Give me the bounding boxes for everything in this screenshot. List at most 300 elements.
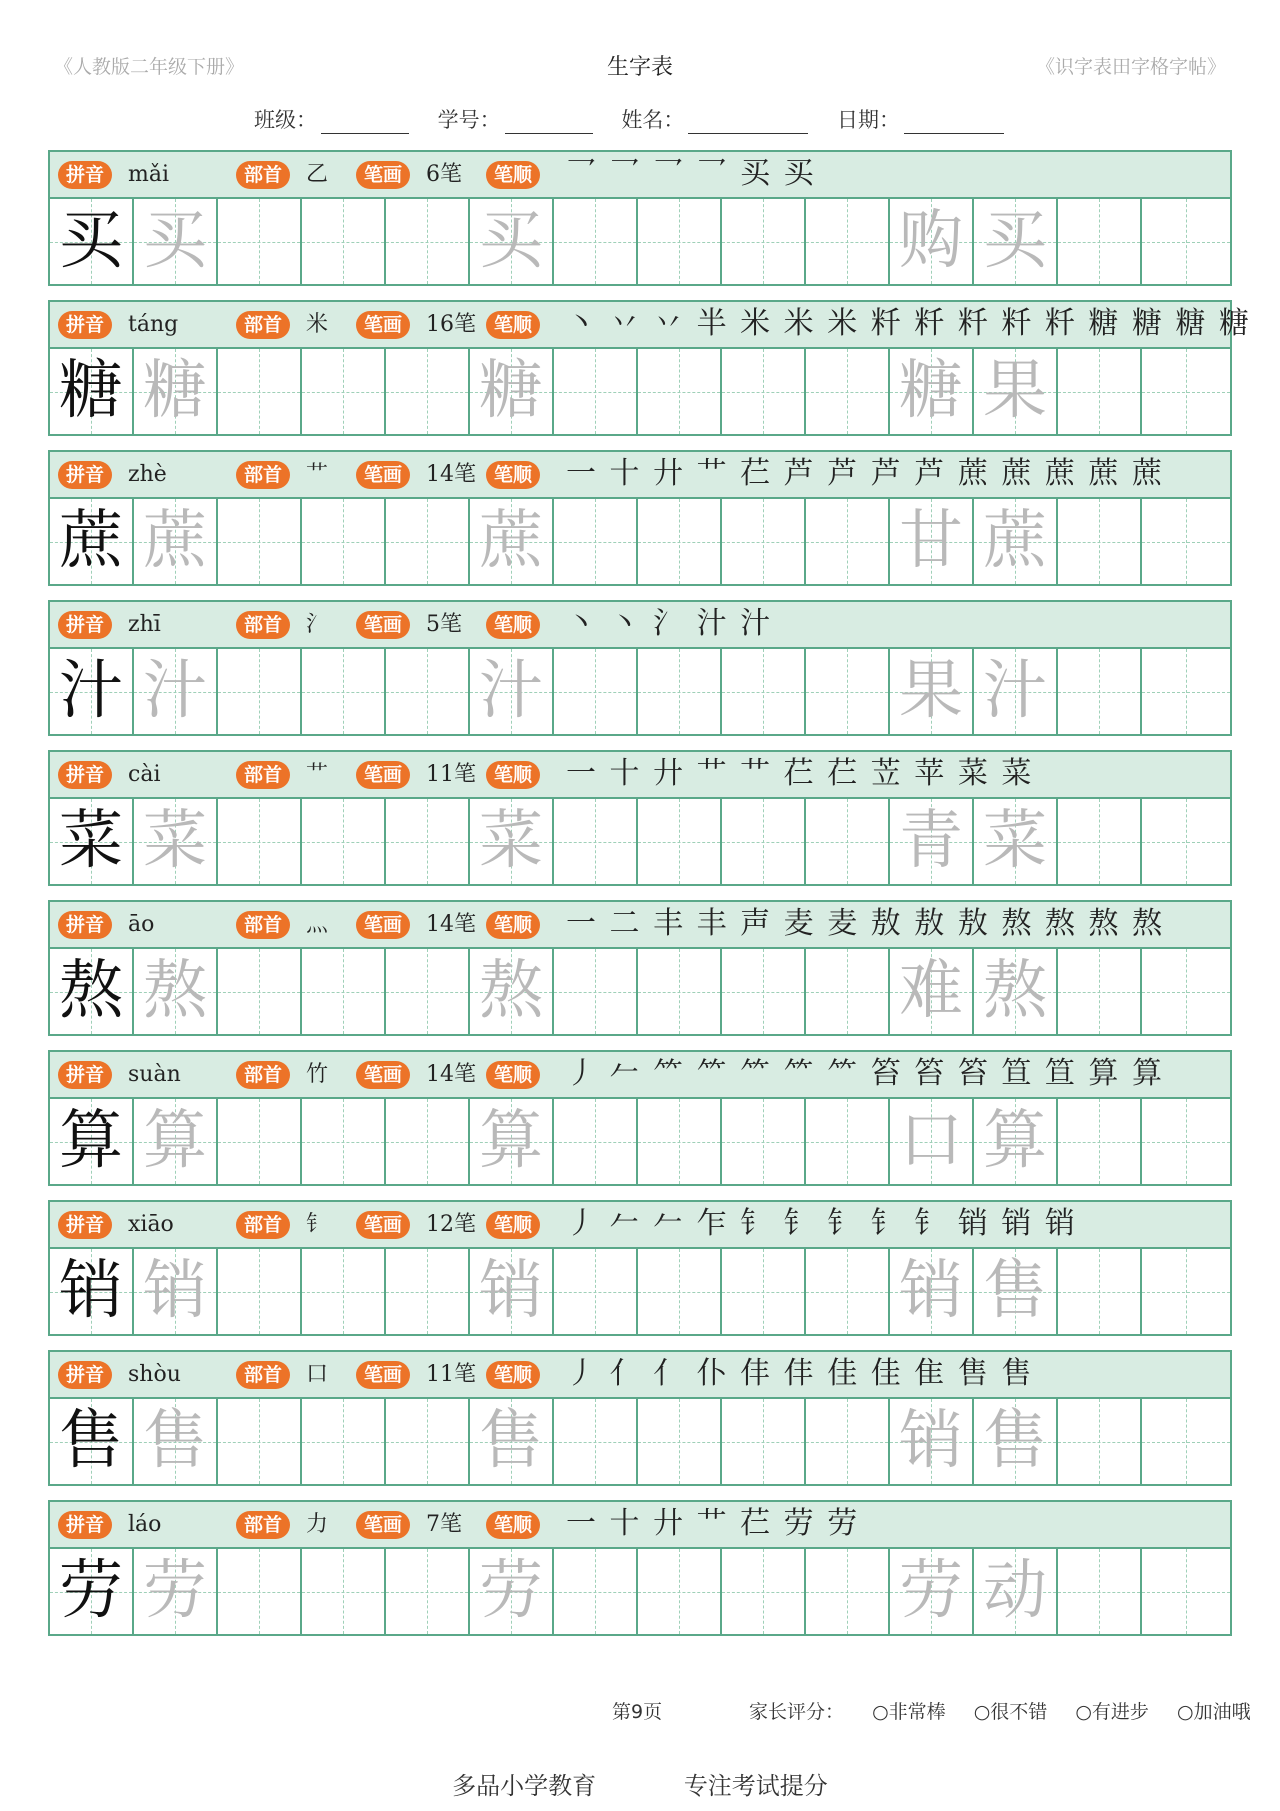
practice-cell[interactable] — [386, 499, 470, 584]
practice-cell[interactable] — [50, 649, 134, 734]
stroke-order-sequence: 乛 乛 乛 乛 买 买 — [566, 156, 816, 191]
practice-cell[interactable] — [1142, 1099, 1230, 1184]
char-info-bar — [50, 152, 1230, 199]
name-blank[interactable] — [688, 115, 808, 134]
practice-cell[interactable] — [134, 949, 218, 1034]
trace-char: 汁 — [479, 654, 543, 728]
practice-cell[interactable] — [638, 649, 722, 734]
stroke-count-value: 14笔 — [426, 462, 476, 487]
char-block — [48, 300, 1252, 436]
practice-cell[interactable] — [1142, 1249, 1230, 1334]
practice-cell[interactable] — [386, 1249, 470, 1334]
practice-cell[interactable] — [974, 649, 1058, 734]
practice-cell[interactable] — [470, 1399, 554, 1484]
word-char: 销 — [899, 1254, 963, 1328]
radical-tag: 部首 — [236, 1211, 290, 1239]
practice-cell[interactable] — [974, 499, 1058, 584]
trace-char: 买 — [143, 204, 207, 278]
practice-cell[interactable] — [806, 349, 890, 434]
radical-tag: 部首 — [236, 311, 290, 339]
char-block — [48, 1500, 1232, 1636]
radical-value: 口 — [306, 1362, 329, 1387]
main-char: 劳 — [59, 1554, 123, 1628]
practice-cell[interactable] — [890, 949, 974, 1034]
practice-cell[interactable] — [50, 349, 134, 434]
stroke-count-value: 14笔 — [426, 912, 476, 937]
practice-cell[interactable] — [722, 1099, 806, 1184]
practice-cell[interactable] — [890, 649, 974, 734]
stroke-count-value: 5笔 — [426, 612, 462, 637]
practice-cell[interactable] — [806, 1099, 890, 1184]
pinyin-tag: 拼音 — [58, 1511, 112, 1539]
trace-char: 销 — [479, 1254, 543, 1328]
practice-cell[interactable] — [806, 499, 890, 584]
stroke-count-tag: 笔画 — [356, 1511, 410, 1539]
practice-cell[interactable] — [134, 499, 218, 584]
practice-cell[interactable] — [302, 649, 386, 734]
practice-cell[interactable] — [974, 1249, 1058, 1334]
practice-cell[interactable] — [386, 1399, 470, 1484]
practice-cell[interactable] — [1058, 799, 1142, 884]
practice-cell[interactable] — [1142, 949, 1230, 1034]
practice-cell[interactable] — [1058, 1549, 1142, 1634]
word-char: 劳 — [899, 1554, 963, 1628]
word-char: 汁 — [983, 654, 1047, 728]
practice-cell[interactable] — [722, 949, 806, 1034]
pinyin-tag: 拼音 — [58, 911, 112, 939]
practice-cell[interactable] — [218, 649, 302, 734]
stroke-order-sequence: 丶 丷 丷 半 米 米 米 粁 粁 粁 粁 粁 糖 糖 糖 糖 — [566, 306, 1252, 341]
stroke-order-tag: 笔顺 — [486, 311, 540, 339]
word-char: 买 — [983, 204, 1047, 278]
stroke-order-tag: 笔顺 — [486, 161, 540, 189]
practice-cell[interactable] — [50, 199, 134, 284]
pinyin-tag: 拼音 — [58, 161, 112, 189]
char-block — [48, 150, 1232, 286]
practice-cell[interactable] — [218, 799, 302, 884]
stroke-order-sequence: 一 二 丰 丰 声 麦 麦 敖 敖 敖 熬 熬 熬 熬 — [566, 906, 1164, 941]
student-info-row — [0, 104, 1280, 134]
practice-cell[interactable] — [638, 1399, 722, 1484]
trace-char: 蔗 — [143, 504, 207, 578]
score-label: 家长评分： — [749, 1701, 845, 1723]
name-label: 姓名： — [621, 108, 685, 132]
trace-char: 算 — [479, 1104, 543, 1178]
practice-cell[interactable] — [470, 1099, 554, 1184]
radical-value: 艹 — [306, 762, 329, 787]
class-blank[interactable] — [321, 115, 409, 134]
practice-cell[interactable] — [722, 1399, 806, 1484]
tianzige-grid — [50, 1399, 1230, 1484]
radical-tag: 部首 — [236, 1361, 290, 1389]
practice-cell[interactable] — [806, 799, 890, 884]
stroke-count-tag: 笔画 — [356, 911, 410, 939]
radical-tag: 部首 — [236, 1511, 290, 1539]
pinyin-value: suàn — [128, 1062, 181, 1087]
practice-cell[interactable] — [638, 499, 722, 584]
practice-cell[interactable] — [890, 1399, 974, 1484]
practice-cell[interactable] — [722, 499, 806, 584]
practice-cell[interactable] — [554, 1399, 638, 1484]
practice-cell[interactable] — [386, 1549, 470, 1634]
score-option-good[interactable]: ○很不错 — [973, 1701, 1048, 1723]
practice-cell[interactable] — [302, 799, 386, 884]
practice-cell[interactable] — [302, 1399, 386, 1484]
word-char: 售 — [983, 1404, 1047, 1478]
word-char: 果 — [983, 354, 1047, 428]
pinyin-tag: 拼音 — [58, 761, 112, 789]
word-char: 销 — [899, 1404, 963, 1478]
trace-char: 算 — [143, 1104, 207, 1178]
practice-cell[interactable] — [302, 949, 386, 1034]
char-info-bar — [50, 752, 1230, 799]
char-block — [48, 1200, 1232, 1336]
radical-value: 竹 — [306, 1062, 329, 1087]
pinyin-tag: 拼音 — [58, 311, 112, 339]
radical-tag: 部首 — [236, 1061, 290, 1089]
practice-cell[interactable] — [50, 1099, 134, 1184]
practice-cell[interactable] — [554, 1549, 638, 1634]
word-char: 菜 — [983, 804, 1047, 878]
practice-cell[interactable] — [554, 649, 638, 734]
practice-cell[interactable] — [1058, 199, 1142, 284]
practice-cell[interactable] — [974, 1099, 1058, 1184]
pinyin-tag: 拼音 — [58, 611, 112, 639]
practice-cell[interactable] — [1058, 1099, 1142, 1184]
stroke-order-sequence: 丿 𠂉 𠂉 乍 钅 钅 钅 钅 钅 销 销 销 — [566, 1206, 1077, 1241]
pinyin-value: āo — [128, 912, 155, 937]
radical-value: 灬 — [306, 912, 329, 937]
main-char: 糖 — [59, 354, 123, 428]
practice-cell[interactable] — [806, 199, 890, 284]
practice-cell[interactable] — [134, 1249, 218, 1334]
trace-char: 熬 — [143, 954, 207, 1028]
practice-cell[interactable] — [974, 349, 1058, 434]
practice-cell[interactable] — [974, 949, 1058, 1034]
radical-value: 乙 — [306, 162, 329, 187]
practice-cell[interactable] — [134, 649, 218, 734]
tianzige-grid — [50, 499, 1230, 584]
trace-char: 汁 — [143, 654, 207, 728]
practice-cell[interactable] — [1058, 349, 1142, 434]
tianzige-grid — [50, 199, 1230, 284]
practice-cell[interactable] — [554, 199, 638, 284]
practice-cell[interactable] — [470, 799, 554, 884]
practice-cell[interactable] — [890, 199, 974, 284]
word-char: 蔗 — [983, 504, 1047, 578]
practice-cell[interactable] — [386, 199, 470, 284]
practice-cell[interactable] — [218, 1249, 302, 1334]
page-title: 生字表 — [606, 55, 673, 80]
practice-cell[interactable] — [722, 349, 806, 434]
stroke-order-tag: 笔顺 — [486, 1061, 540, 1089]
book-title: 《人教版二年级下册》 — [54, 56, 245, 78]
tianzige-grid — [50, 949, 1230, 1034]
stroke-count-tag: 笔画 — [356, 1361, 410, 1389]
char-info-bar — [50, 1502, 1230, 1549]
practice-cell[interactable] — [218, 1549, 302, 1634]
trace-char: 售 — [479, 1404, 543, 1478]
practice-cell[interactable] — [218, 949, 302, 1034]
char-block — [48, 750, 1232, 886]
practice-cell[interactable] — [470, 649, 554, 734]
practice-cell[interactable] — [722, 1249, 806, 1334]
char-block — [48, 900, 1232, 1036]
practice-cell[interactable] — [806, 1399, 890, 1484]
score-option-keep-going[interactable]: ○加油哦 — [1176, 1701, 1251, 1723]
word-char: 甘 — [899, 504, 963, 578]
tianzige-grid — [50, 1549, 1230, 1634]
stroke-count-value: 11笔 — [426, 1362, 476, 1387]
practice-cell[interactable] — [134, 799, 218, 884]
date-blank[interactable] — [904, 115, 1004, 134]
stroke-order-tag: 笔顺 — [486, 761, 540, 789]
practice-cell[interactable] — [890, 349, 974, 434]
practice-cell[interactable] — [470, 1549, 554, 1634]
practice-cell[interactable] — [302, 1549, 386, 1634]
radical-tag: 部首 — [236, 911, 290, 939]
pinyin-value: cài — [128, 762, 161, 787]
trace-char: 糖 — [479, 354, 543, 428]
student-id-label: 学号： — [437, 108, 501, 132]
practice-cell[interactable] — [1142, 1399, 1230, 1484]
practice-cell[interactable] — [638, 799, 722, 884]
practice-cell[interactable] — [386, 349, 470, 434]
trace-char: 买 — [479, 204, 543, 278]
practice-cell[interactable] — [1058, 1249, 1142, 1334]
stroke-order-tag: 笔顺 — [486, 911, 540, 939]
word-char: 糖 — [899, 354, 963, 428]
practice-cell[interactable] — [554, 1249, 638, 1334]
stroke-count-value: 16笔 — [426, 312, 476, 337]
word-char: 售 — [983, 1254, 1047, 1328]
practice-cell[interactable] — [1142, 199, 1230, 284]
stroke-order-tag: 笔顺 — [486, 461, 540, 489]
word-char: 青 — [899, 804, 963, 878]
word-char: 口 — [899, 1104, 963, 1178]
char-block — [48, 1350, 1232, 1486]
radical-tag: 部首 — [236, 161, 290, 189]
practice-cell[interactable] — [50, 1249, 134, 1334]
practice-cell[interactable] — [974, 799, 1058, 884]
practice-cell[interactable] — [890, 799, 974, 884]
practice-cell[interactable] — [722, 799, 806, 884]
practice-cell[interactable] — [806, 1249, 890, 1334]
practice-cell[interactable] — [638, 1549, 722, 1634]
radical-tag: 部首 — [236, 611, 290, 639]
practice-cell[interactable] — [134, 199, 218, 284]
pinyin-tag: 拼音 — [58, 461, 112, 489]
practice-cell[interactable] — [302, 349, 386, 434]
pinyin-value: láo — [128, 1512, 162, 1537]
char-info-bar — [50, 452, 1230, 499]
practice-cell[interactable] — [638, 1099, 722, 1184]
trace-char: 糖 — [143, 354, 207, 428]
page-number: 第9页 — [612, 1701, 663, 1723]
practice-cell[interactable] — [386, 1099, 470, 1184]
brand-name: 多品小学教育 — [452, 1772, 597, 1800]
stroke-order-sequence: 一 十 廾 艹 芢 劳 劳 — [566, 1506, 860, 1541]
practice-cell[interactable] — [1142, 799, 1230, 884]
practice-cell[interactable] — [554, 349, 638, 434]
trace-char: 劳 — [479, 1554, 543, 1628]
practice-cell[interactable] — [890, 1099, 974, 1184]
word-char: 熬 — [983, 954, 1047, 1028]
practice-cell[interactable] — [218, 499, 302, 584]
pinyin-tag: 拼音 — [58, 1061, 112, 1089]
pinyin-tag: 拼音 — [58, 1211, 112, 1239]
stroke-order-tag: 笔顺 — [486, 1511, 540, 1539]
practice-cell[interactable] — [386, 949, 470, 1034]
char-info-bar — [50, 302, 1252, 349]
tianzige-grid — [50, 1099, 1230, 1184]
practice-cell[interactable] — [722, 649, 806, 734]
practice-cell[interactable] — [638, 349, 722, 434]
word-char: 果 — [899, 654, 963, 728]
trace-char: 菜 — [479, 804, 543, 878]
radical-value: 艹 — [306, 462, 329, 487]
practice-cell[interactable] — [470, 949, 554, 1034]
practice-cell[interactable] — [218, 199, 302, 284]
practice-cell[interactable] — [722, 1549, 806, 1634]
main-char: 买 — [59, 204, 123, 278]
practice-cell[interactable] — [218, 1099, 302, 1184]
stroke-order-tag: 笔顺 — [486, 1211, 540, 1239]
pinyin-tag: 拼音 — [58, 1361, 112, 1389]
stroke-count-value: 14笔 — [426, 1062, 476, 1087]
pinyin-value: zhī — [128, 612, 161, 637]
stroke-count-tag: 笔画 — [356, 1211, 410, 1239]
practice-cell[interactable] — [638, 949, 722, 1034]
main-char: 菜 — [59, 804, 123, 878]
parent-score — [749, 1697, 1273, 1724]
practice-cell[interactable] — [50, 1549, 134, 1634]
practice-cell[interactable] — [890, 1549, 974, 1634]
char-block — [48, 600, 1232, 736]
stroke-order-sequence: 一 十 廾 艹 芢 芦 芦 芦 芦 蔗 蔗 蔗 蔗 蔗 — [566, 456, 1164, 491]
tianzige-grid — [50, 1249, 1230, 1334]
practice-cell[interactable] — [1142, 499, 1230, 584]
trace-char: 蔗 — [479, 504, 543, 578]
practice-cell[interactable] — [1142, 1549, 1230, 1634]
main-char: 汁 — [59, 654, 123, 728]
practice-cell[interactable] — [554, 499, 638, 584]
practice-cell[interactable] — [50, 949, 134, 1034]
practice-cell[interactable] — [638, 199, 722, 284]
practice-cell[interactable] — [218, 1399, 302, 1484]
pinyin-value: zhè — [128, 462, 167, 487]
char-info-bar — [50, 902, 1230, 949]
tianzige-grid — [50, 349, 1230, 434]
practice-cell[interactable] — [302, 499, 386, 584]
trace-char: 劳 — [143, 1554, 207, 1628]
practice-cell[interactable] — [1142, 649, 1230, 734]
trace-char: 销 — [143, 1254, 207, 1328]
practice-cell[interactable] — [974, 1549, 1058, 1634]
practice-cell[interactable] — [554, 949, 638, 1034]
char-info-bar — [50, 1202, 1230, 1249]
score-option-excellent[interactable]: ○非常棒 — [872, 1701, 946, 1723]
stroke-order-sequence: 丿 亻 亻 仆 仹 仹 佳 佳 隹 售 售 — [566, 1356, 1034, 1391]
practice-cell[interactable] — [554, 1099, 638, 1184]
stroke-order-sequence: 丿 𠂉 ⺮ ⺮ ⺮ ⺮ ⺮ 笞 笞 笞 笪 笪 算 算 — [566, 1056, 1164, 1091]
practice-cell[interactable] — [470, 349, 554, 434]
brand-footer — [0, 1766, 1280, 1801]
practice-cell[interactable] — [302, 1249, 386, 1334]
practice-cell[interactable] — [974, 199, 1058, 284]
practice-cell[interactable] — [1142, 349, 1230, 434]
stroke-count-value: 6笔 — [426, 162, 462, 187]
practice-cell[interactable] — [386, 799, 470, 884]
practice-cell[interactable] — [134, 349, 218, 434]
radical-tag: 部首 — [236, 461, 290, 489]
radical-tag: 部首 — [236, 761, 290, 789]
stroke-count-tag: 笔画 — [356, 611, 410, 639]
practice-cell[interactable] — [1058, 1399, 1142, 1484]
practice-cell[interactable] — [386, 649, 470, 734]
radical-value: 钅 — [306, 1212, 329, 1237]
stroke-order-tag: 笔顺 — [486, 611, 540, 639]
practice-cell[interactable] — [218, 349, 302, 434]
student-id-blank[interactable] — [505, 115, 593, 134]
pinyin-value: xiāo — [128, 1212, 174, 1237]
word-char: 购 — [899, 204, 963, 278]
brand-slogan: 专注考试提分 — [683, 1772, 828, 1800]
practice-cell[interactable] — [722, 199, 806, 284]
practice-cell[interactable] — [806, 949, 890, 1034]
practice-cell[interactable] — [1058, 649, 1142, 734]
stroke-count-tag: 笔画 — [356, 311, 410, 339]
trace-char: 售 — [143, 1404, 207, 1478]
practice-cell[interactable] — [134, 1399, 218, 1484]
practice-cell[interactable] — [974, 1399, 1058, 1484]
stroke-count-tag: 笔画 — [356, 1061, 410, 1089]
stroke-count-tag: 笔画 — [356, 761, 410, 789]
char-block — [48, 1050, 1232, 1186]
score-option-improving[interactable]: ○有进步 — [1075, 1701, 1149, 1723]
practice-cell[interactable] — [50, 1399, 134, 1484]
practice-cell[interactable] — [1058, 949, 1142, 1034]
practice-cell[interactable] — [638, 1249, 722, 1334]
practice-cell[interactable] — [302, 199, 386, 284]
practice-cell[interactable] — [302, 1099, 386, 1184]
pinyin-value: táng — [128, 312, 179, 337]
stroke-order-sequence: 一 十 廾 艹 艹 芢 芢 苙 苹 菜 菜 — [566, 756, 1034, 791]
class-label: 班级： — [253, 108, 317, 132]
stroke-count-tag: 笔画 — [356, 461, 410, 489]
char-info-bar — [50, 602, 1230, 649]
practice-cell[interactable] — [470, 1249, 554, 1334]
practice-cell[interactable] — [470, 499, 554, 584]
practice-cell[interactable] — [1058, 499, 1142, 584]
practice-cell[interactable] — [890, 499, 974, 584]
radical-value: 米 — [306, 312, 329, 337]
practice-cell[interactable] — [806, 649, 890, 734]
practice-cell[interactable] — [470, 199, 554, 284]
practice-cell[interactable] — [554, 799, 638, 884]
practice-cell[interactable] — [50, 499, 134, 584]
practice-cell[interactable] — [134, 1549, 218, 1634]
practice-cell[interactable] — [806, 1549, 890, 1634]
stroke-order-tag: 笔顺 — [486, 1361, 540, 1389]
practice-cell[interactable] — [134, 1099, 218, 1184]
practice-cell[interactable] — [50, 799, 134, 884]
main-char: 蔗 — [59, 504, 123, 578]
main-char: 熬 — [59, 954, 123, 1028]
stroke-count-tag: 笔画 — [356, 161, 410, 189]
char-block — [48, 450, 1232, 586]
practice-cell[interactable] — [890, 1249, 974, 1334]
